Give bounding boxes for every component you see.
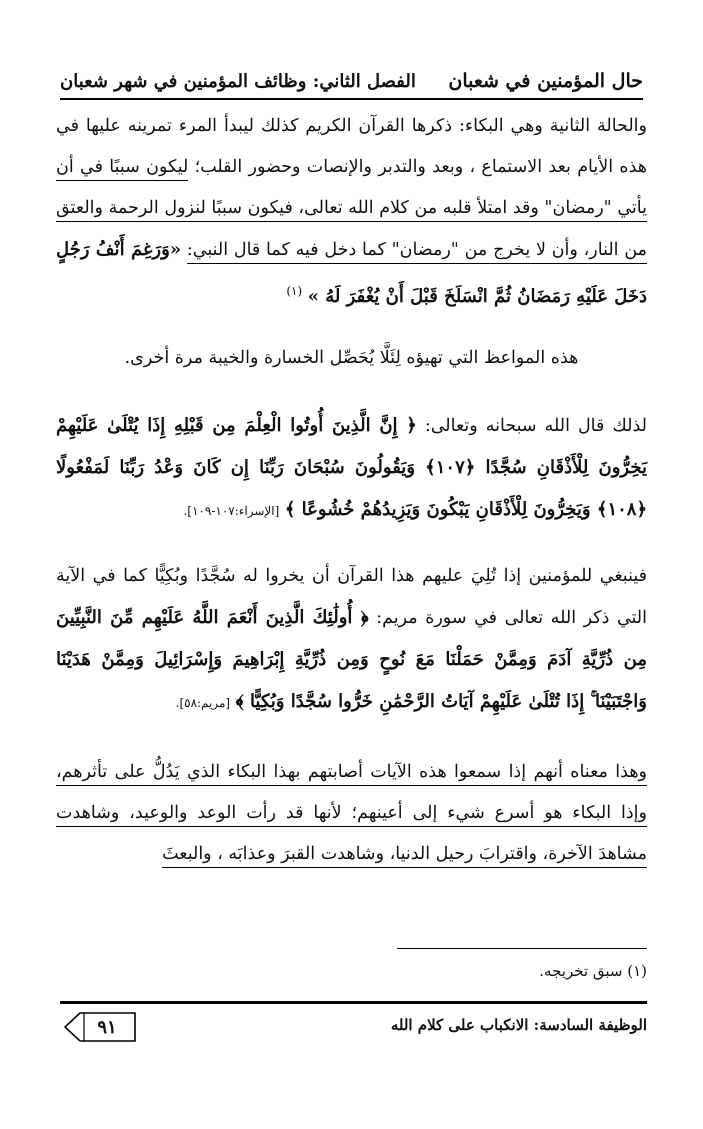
footnote-divider [397, 948, 647, 949]
paragraph-weeping-text: والحالة الثانية وهي البكاء: ذكرها القرآن الكريم كذلك ليبدأ المرء تمرينه عليها في هذه الأيام بعد الاستماع ، وبعد والتدبر والإنصات وحضور القلب؛ [56, 116, 647, 177]
verse-reference-isra: [الإسراء:١٠٧-١٠٩]. [183, 503, 280, 518]
quran-verse-maryam: ﴿ أُولَٰئِكَ الَّذِينَ أَنْعَمَ اللَّهُ عَلَيْهِم مِّنَ النَّبِيِّينَ مِن ذُرِّيَّةِ آدَمَ وَمِمَّنْ حَمَلْنَا مَعَ نُوحٍ وَمِن ذُرِّيَّةِ إِبْرَاهِيمَ وَإِسْرَائِيلَ وَمِمَّنْ هَدَيْنَا وَاجْتَبَيْنَا ۚ إِذَا تُتْلَىٰ عَلَيْهِمْ آيَاتُ الرَّحْمَٰنِ خَرُّوا سُجَّدًا وَبُكِيًّا ﴾ [56, 606, 647, 712]
isra-intro: لذلك قال الله سبحانه وتعالى: [416, 415, 647, 436]
running-footer: الوظيفة السادسة: الانكباب على كلام الله [390, 1016, 647, 1034]
paragraph-meaning [56, 752, 647, 875]
book-title: حال المؤمنين في شعبان [448, 70, 643, 92]
hadith-quote: «وَرَغِمَ أَنْفُ رَجُلٍ دَخَلَ عَلَيْهِ رَمَضَانُ ثُمَّ انْسَلَخَ قَبْلَ أَنْ يُغْفَرَ لَهُ » [56, 239, 647, 307]
paragraph-weeping [56, 106, 647, 318]
paragraph-admonitions: هذه المواعظ التي تهيؤه لِئَلَّا يُحَصِّل الخسارة والخيبة مرة أخرى. [124, 347, 579, 368]
page-number: ٩١ [97, 1016, 117, 1038]
running-header [60, 58, 643, 100]
chapter-title: الفصل الثاني: وظائف المؤمنين في شهر شعبان [60, 71, 416, 92]
page-number-frame [64, 1012, 136, 1042]
verse-reference-maryam: [مريم:٥٨]. [175, 695, 231, 710]
underlined-passage: ليكون سببًا في أن يأتي "رمضان" وقد امتلأ قلبه من كلام الله تعالى، فيكون سببًا لنزول الرحمة والعتق من النار، وأن لا يخرج من "رمضان" كما دخل فيه كما قال النبي: [56, 157, 647, 264]
paragraph-maryam-verse [56, 556, 647, 724]
page-body [56, 106, 647, 875]
quran-verse-isra: ﴿ إِنَّ الَّذِينَ أُوتُوا الْعِلْمَ مِن قَبْلِهِ إِذَا يُتْلَىٰ عَلَيْهِمْ يَخِرُّونَ لِلْأَذْقَانِ سُجَّدًا ﴿١٠٧﴾ وَيَقُولُونَ سُبْحَانَ رَبِّنَا إِن كَانَ وَعْدُ رَبِّنَا لَمَفْعُولًا ﴿١٠٨﴾ وَيَخِرُّونَ لِلْأَذْقَانِ يَبْكُونَ وَيَزِيدُهُمْ خُشُوعًا ﴾ [56, 414, 647, 520]
underlined-meaning-text: وهذا معناه أنهم إذا سمعوا هذه الآيات أصابتهم بهذا البكاء الذي يَدُلُّ على تأثرهم، وإذا البكاء هو أسرع شيء إلى أعينهم؛ لأنها قد رأت الوعد والوعيد، وشاهدت مشاهدَ الآخرة، واقترابَ رحيل الدنيا، وشاهدت القبرَ وعذابَه ، والبعثَ [56, 762, 647, 868]
maryam-intro: فينبغي للمؤمنين إذا تُلِيَ عليهم هذا القرآن أن يخروا له سُجَّدًا وبُكِيًّا كما في الآية التي ذكر الله تعالى في سورة مريم: [56, 565, 648, 628]
footnote-text: (١) سبق تخريجه. [539, 962, 647, 980]
paragraph-isra-verse [56, 405, 647, 532]
footer-divider [60, 1001, 647, 1004]
footnote-marker: (١) [286, 284, 303, 298]
